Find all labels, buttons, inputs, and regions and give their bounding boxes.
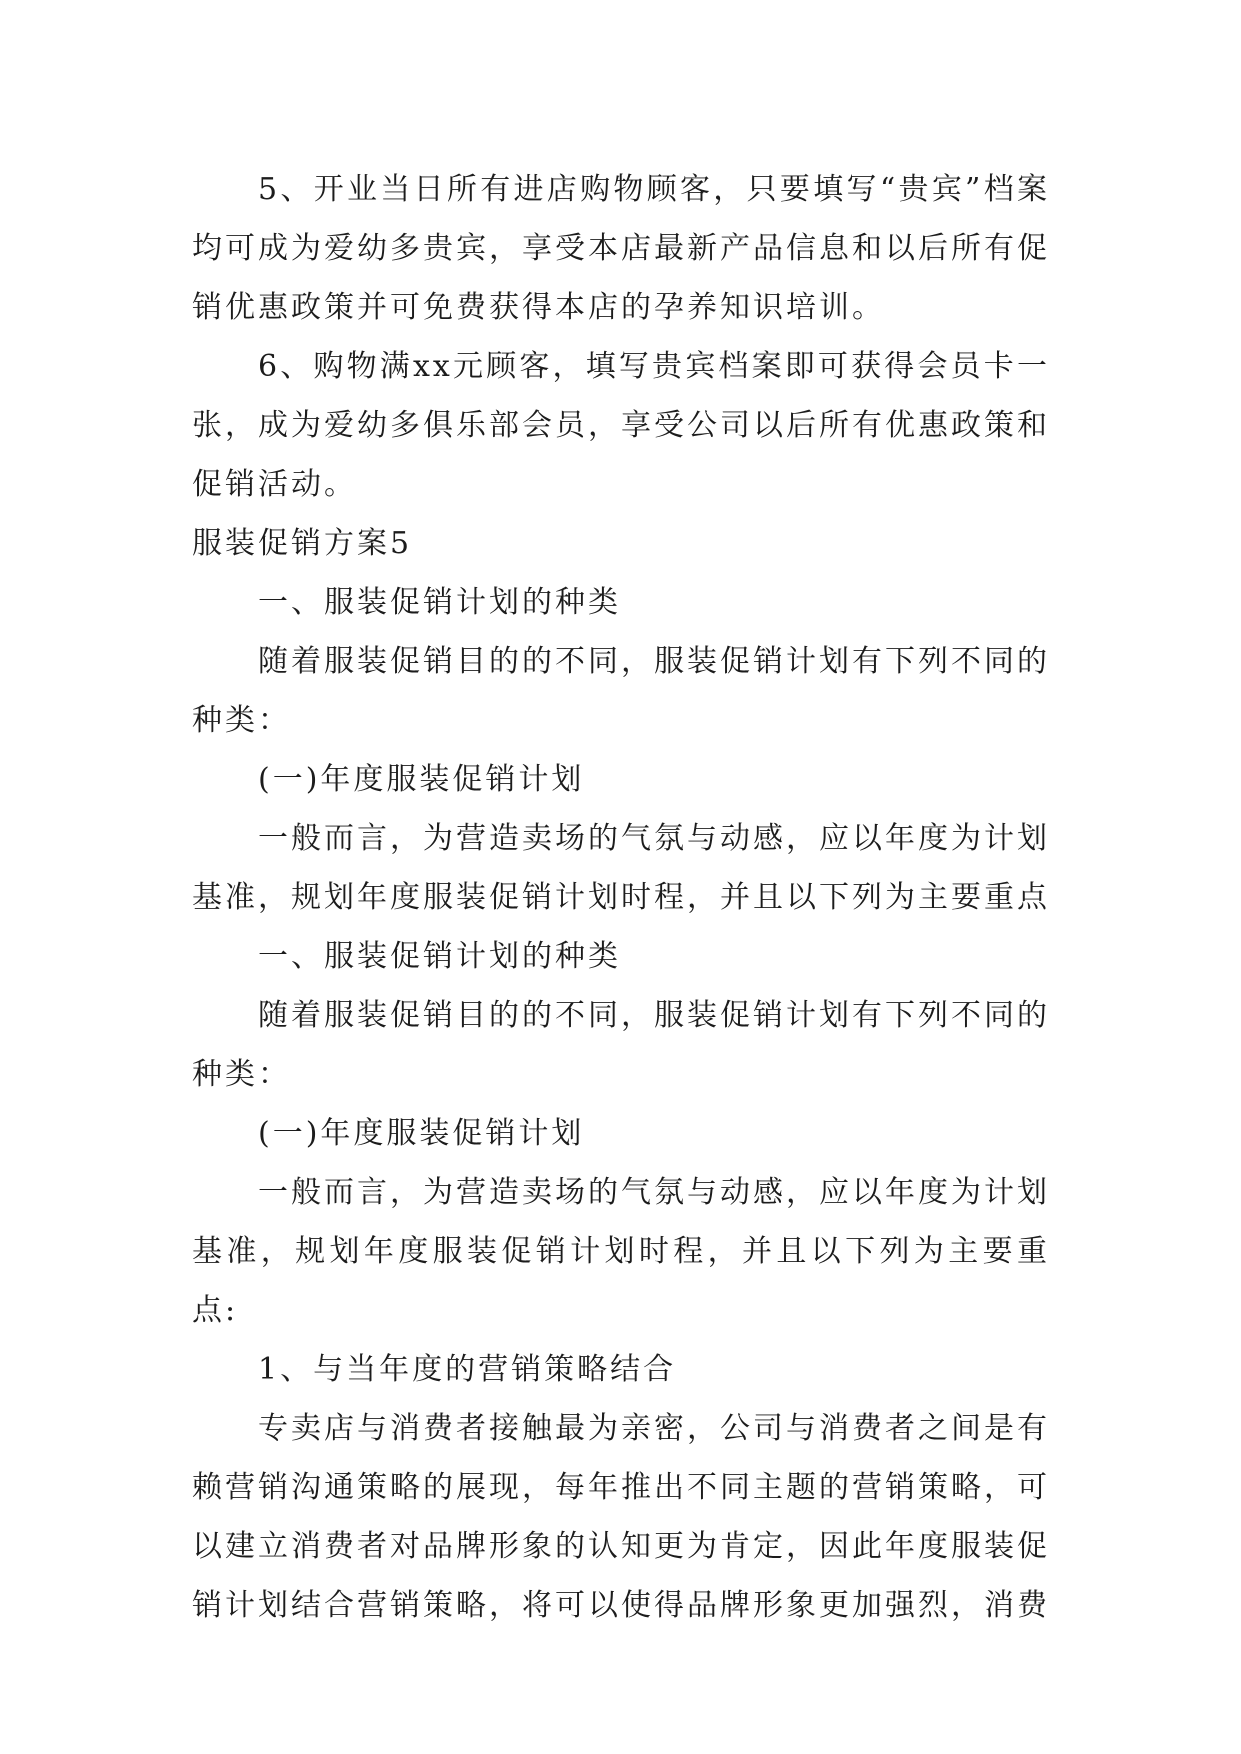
paragraph-plan-types-intro-repeat: 随着服装促销目的的不同，服装促销计划有下列不同的种类： (192, 998, 1050, 1092)
document-body (192, 160, 1050, 1635)
subheading-annual-plan-repeat: (一)年度服装促销计划 (258, 1116, 585, 1151)
paragraph-marketing-strategy-body: 专卖店与消费者接触最为亲密，公司与消费者之间是有赖营销沟通策略的展现，每年推出不同主题的营销策略，可以建立消费者对品牌形象的认知更为肯定，因此年度服装促销计划结合营销策略，将可以使得品牌形象更加强烈，消费 (192, 1411, 1050, 1623)
paragraph-annual-plan-body-repeat: 一般而言，为营造卖场的气氛与动感，应以年度为计划基准，规划年度服装促销计划时程，并且以下列为主要重点: (192, 1175, 1050, 1328)
subheading-plan-types: 一、服装促销计划的种类 (258, 585, 621, 620)
paragraph-annual-plan-body: 一般而言，为营造卖场的气氛与动感，应以年度为计划基准，规划年度服装促销计划时程，并且以下列为主要重点 (192, 821, 1050, 915)
subheading-marketing-strategy: 1、与当年度的营销策略结合 (258, 1352, 677, 1387)
paragraph-item-5: 5、开业当日所有进店购物顾客，只要填写“贵宾”档案均可成为爱幼多贵宾，享受本店最新产品信息和以后所有促销优惠政策并可免费获得本店的孕养知识培训。 (192, 172, 1050, 325)
paragraph-plan-types-intro: 随着服装促销目的的不同，服装促销计划有下列不同的种类： (192, 644, 1050, 738)
subheading-plan-types-repeat: 一、服装促销计划的种类 (258, 939, 621, 974)
paragraph-item-6: 6、购物满xx元顾客，填写贵宾档案即可获得会员卡一张，成为爱幼多俱乐部会员，享受公司以后所有优惠政策和促销活动。 (192, 349, 1050, 502)
subheading-annual-plan: (一)年度服装促销计划 (258, 762, 585, 797)
section-heading: 服装促销方案5 (192, 526, 413, 561)
